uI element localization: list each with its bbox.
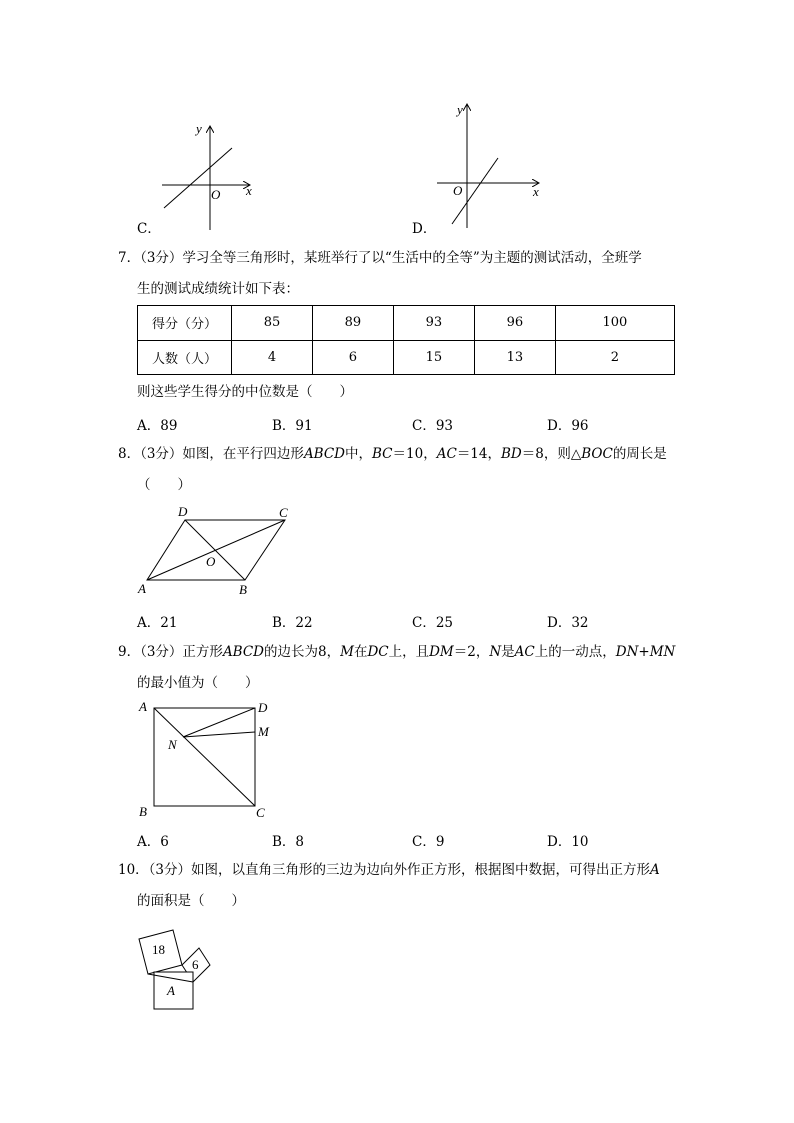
q9-n: N [489,644,502,660]
q7-question: 则这些学生得分的中位数是（ ） [137,384,353,400]
q8-bc: BC [372,446,393,462]
q10-text-line2: 的面积是（ ） [137,893,245,909]
q6-graph-c-svg [160,120,260,232]
q7-score-table [137,305,675,375]
q6-graph-d-svg [435,100,545,230]
q8-label-a: A [138,581,146,596]
q8-boc: BOC [581,446,613,462]
q8-abcd: ABCD [303,446,346,462]
q9-t5: 是 [501,644,515,660]
q9-label-n: N [168,737,177,752]
q8-eq1: ＝10， [392,446,437,462]
q8-label-c: C [279,505,288,520]
q9-figure [135,697,285,826]
q9-diagonal-ac [154,708,255,806]
q6-option-d[interactable]: D． [412,221,437,237]
q8-figure [135,505,295,604]
q8-eq2: ＝14， [456,446,501,462]
q6-option-c[interactable]: C． [137,221,161,237]
q8-option-d[interactable]: D．32 [547,615,589,631]
q8-mid1: 中， [345,446,373,462]
q10-label-18: 18 [152,942,165,957]
q7-option-c[interactable]: C．93 [412,418,454,434]
q9-dnmn: DN+MN [615,644,676,660]
q6-graph-d [435,100,545,234]
q9-option-a[interactable]: A．6 [137,834,169,850]
q9-t6: 上的一动点， [534,644,616,660]
q8-paren: （ ） [137,477,191,493]
q9-option-b[interactable]: B．8 [272,834,305,850]
q6d-label-y: y [457,102,463,117]
q8-text-line1 [118,445,667,463]
q10-a: A [650,862,660,878]
q10-text-line1 [118,861,660,879]
q8-label-o: O [206,554,216,569]
q7-option-d[interactable]: D．96 [547,418,589,434]
table-cell: 89 [312,306,393,341]
q8-bd: BD [501,446,522,462]
q6c-label-x: x [246,183,252,198]
q8-post: 的周长是 [612,446,667,462]
q6d-label-x: x [533,184,539,199]
q6-graph-c [160,120,260,236]
q6c-line [164,148,232,208]
q8-option-c[interactable]: C．25 [412,615,454,631]
q9-m: M [340,644,354,660]
q6c-label-y: y [196,121,202,136]
table-cell: 96 [474,306,555,341]
q9-ac: AC [514,644,535,660]
table-cell: 85 [232,306,313,341]
table-row [138,306,675,341]
q9-dc: DC [367,644,389,660]
table-header-count: 人数（人） [138,340,232,375]
q9-option-c[interactable]: C．9 [412,834,445,850]
q10-figure-svg [135,920,225,1015]
table-cell: 15 [393,340,474,375]
q9-label-m: M [258,724,269,739]
table-cell: 2 [555,340,674,375]
q7-option-a[interactable]: A．89 [137,418,178,434]
q9-text-line1 [118,643,675,661]
table-cell: 13 [474,340,555,375]
q9-label-d: D [258,700,268,715]
q9-label-b: B [139,804,147,819]
table-cell: 6 [312,340,393,375]
q8-option-b[interactable]: B．22 [272,615,313,631]
table-cell: 93 [393,306,474,341]
q9-option-d[interactable]: D．10 [547,834,589,850]
q9-t4: ＝2， [453,644,490,660]
q8-figure-svg [135,505,295,600]
q8-eq3: ＝8，则△ [521,446,582,462]
q10-pre: 10．（3分）如图，以直角三角形的三边为边向外作正方形，根据图中数据，可得出正方形 [118,862,651,878]
q9-label-a: A [139,699,147,714]
q8-option-a[interactable]: A．21 [137,615,178,631]
q7-text-line1: 7．（3分）学习全等三角形时，某班举行了以“生活中的全等”为主题的测试活动，全班学 [118,250,642,266]
q8-diagonal-ac [147,520,285,580]
q9-label-c: C [256,805,265,820]
q8-ac: AC [436,446,457,462]
q10-label-a: A [167,983,175,998]
q6c-label-o: O [211,187,221,202]
q7-text-line2: 生的测试成绩统计如下表： [137,281,299,297]
table-header-score: 得分（分） [138,306,232,341]
table-cell: 100 [555,306,674,341]
q9-pre: 9．（3分）正方形 [118,644,223,660]
q9-figure-svg [135,697,285,822]
q9-dm: DM [429,644,454,660]
q8-label-d: D [178,505,188,519]
table-row [138,340,675,375]
q9-text-line2: 的最小值为（ ） [137,675,259,691]
q9-t1: 的边长为8， [264,644,341,660]
q10-figure [135,920,225,1019]
q10-label-6: 6 [192,957,199,972]
q6d-label-o: O [453,183,463,198]
q9-t3: 上，且 [388,644,430,660]
q8-pre: 8．（3分）如图，在平行四边形 [118,446,304,462]
q8-diagonal-bd [185,520,245,580]
q8-label-b: B [239,582,247,597]
table-cell: 4 [232,340,313,375]
q7-option-b[interactable]: B．91 [272,418,313,434]
q9-abcd: ABCD [222,644,265,660]
q9-t2: 在 [353,644,368,660]
